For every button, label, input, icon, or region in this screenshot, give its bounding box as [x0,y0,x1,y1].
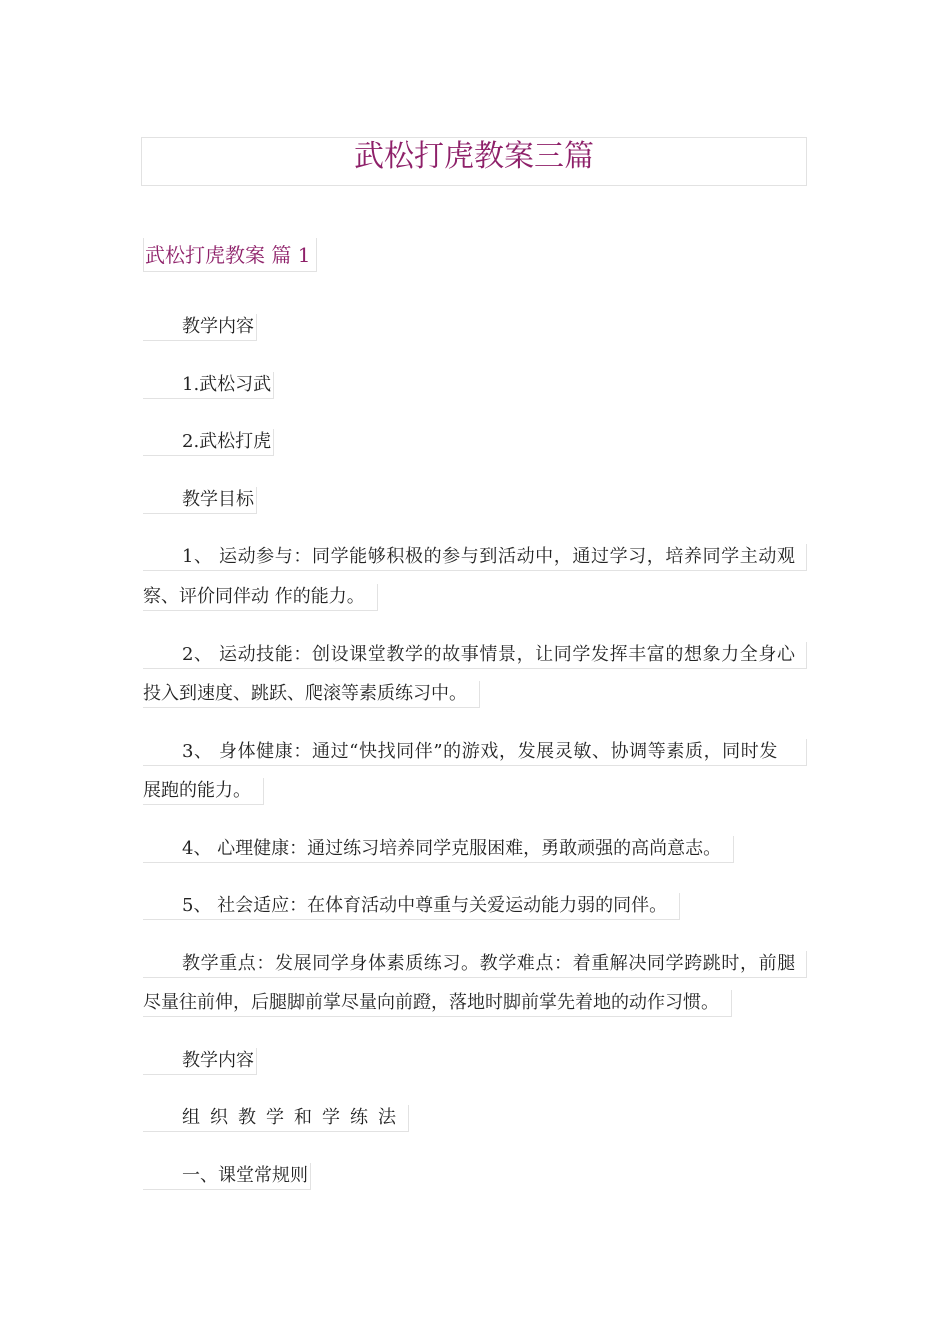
paragraph-line: 1.武松习武 [143,372,274,399]
paragraph-line: 教学内容 [143,1048,257,1075]
paragraph-line: 教学目标 [143,487,257,514]
paragraph-line: 4、 心理健康：通过练习培养同学克服困难，勇敢顽强的高尚意志。 [143,836,734,863]
paragraph-line: 展跑的能力。 [143,778,264,805]
paragraph-line: 组织教学和学练法 [143,1105,409,1132]
paragraph-line: 投入到速度、跳跃、爬滚等素质练习中。 [143,681,480,708]
paragraph-line: 2、 运动技能：创设课堂教学的故事情景，让同学发挥丰富的想象力全身心 [143,642,807,669]
paragraph-line: 3、 身体健康：通过“快找同伴”的游戏，发展灵敏、协调等素质，同时发 [143,739,807,766]
document-title: 武松打虎教案三篇 [141,137,807,186]
paragraph-line: 一、课堂常规则 [143,1163,311,1190]
paragraph-line: 2.武松打虎 [143,429,274,456]
section-heading: 武松打虎教案 篇 1 [143,238,317,272]
paragraph-line: 尽量往前伸，后腿脚前掌尽量向前蹬，落地时脚前掌先着地的动作习惯。 [143,990,732,1017]
paragraph-line: 教学内容 [143,314,257,341]
paragraph-line: 察、评价同伴动 作的能力。 [143,584,378,611]
paragraph-line: 5、 社会适应：在体育活动中尊重与关爱运动能力弱的同伴。 [143,893,680,920]
paragraph-line: 教学重点：发展同学身体素质练习。教学难点：着重解决同学跨跳时，前腿 [143,951,807,978]
paragraph-line: 1、 运动参与：同学能够积极的参与到活动中，通过学习，培养同学主动观 [143,544,807,571]
